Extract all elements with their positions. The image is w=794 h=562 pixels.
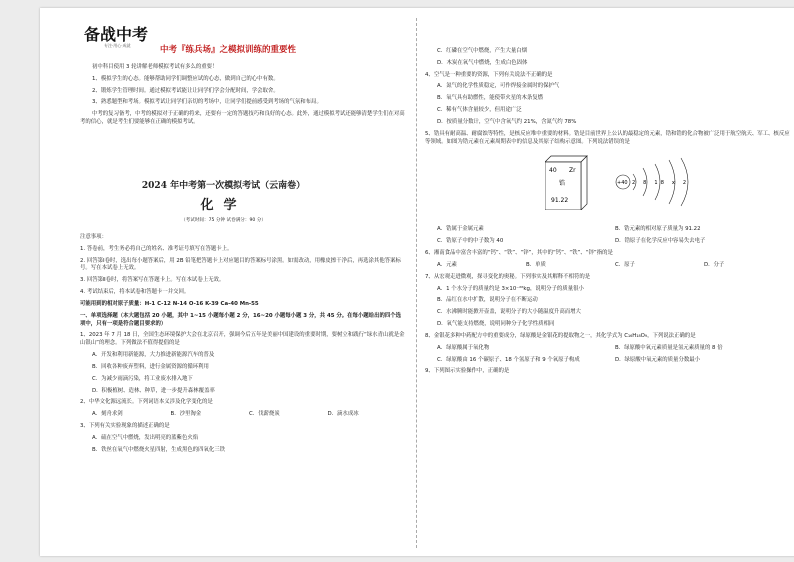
- question-stem: 2、中华文化源远流长。下列词语本义涉及化学变化的是: [80, 399, 213, 406]
- question-option: B．单质: [526, 261, 546, 268]
- atom-structure: [615, 152, 715, 212]
- question-stem: 8、金银花多种中药配方中的重要成分，绿原酸是金银花的提取物之一，其化学式为 C₁₆H₁₈O₉，下列说法正确的是: [425, 332, 696, 339]
- option-row: [425, 355, 793, 367]
- question-stem: 3、下列有关实验现象的描述正确的是: [80, 423, 170, 430]
- note-item: 2. 回答第Ⅰ卷时，选出每小题答案后，用 2B 铅笔把答题卡上对应题目的答案标号涂黑。如需改动，用橡皮擦干净后，再选涂其他答案标号。写在本试卷上无效。: [80, 257, 401, 272]
- column-divider: [416, 18, 417, 548]
- svg-text:专注·用心·成就: 专注·用心·成就: [104, 43, 131, 48]
- question-option: B．绿原酸中氧元素质量是氢元素质量的 8 倍: [615, 344, 723, 351]
- question-option: C．水沸腾时能掀开壶盖，说明分子的大小随温度升高而增大: [437, 309, 581, 316]
- question-option: D．积极植树、造林、种草，进一步提升森林覆盖率: [92, 387, 215, 394]
- subject-title: 化学: [200, 198, 247, 213]
- question-option: C．红磷在空气中燃烧，产生大量白烟: [437, 48, 528, 54]
- question-stem: 9、下列图示实验操作中，正确的是: [425, 368, 510, 375]
- question-option: A．1 个水分子的质量约是 3×10⁻²⁶kg，说明分子的质量很小: [437, 285, 584, 292]
- element-number: 40: [549, 167, 557, 175]
- question-option: B．回收各种废弃塑料，进行金属资源的循环利用: [92, 363, 209, 370]
- option-row: [425, 260, 793, 272]
- electron-shells: 2 8 18 x 2: [632, 180, 690, 187]
- question-option: A．绿原酸属于氧化物: [437, 344, 490, 351]
- question-option: A．硫在空气中燃烧，发出明亮的蓝紫色火焰: [92, 434, 199, 441]
- question-option: C．稀有气体含量较少，但用途广泛: [437, 107, 522, 114]
- note-item: 1. 答卷前，考生务必将自己的姓名、准考证号填写在答题卡上。: [80, 245, 233, 252]
- question-stem: 1、2023 年 7 月 18 日，全国生态环境保护大会在北京召开，强调今后五年是美丽中国建设的重要时期，要树立和践行“绿水青山就是金山银山”的理念。下列做法不值得提倡的是: [80, 332, 405, 347]
- question-option: C．伐薪烧炭: [249, 411, 280, 418]
- question-option: B．氧气具有助燃性，能使带火星的木条复燃: [437, 95, 544, 102]
- option-row: [80, 409, 406, 421]
- question-option: A．元素: [437, 261, 457, 268]
- question-option: D．按质量分数计，空气中含氧气约 21%，含氮气约 78%: [437, 118, 577, 125]
- question-option: C．锆原子中的中子数为 40: [437, 238, 504, 245]
- exam-title: 2024 年中考第一次模拟考试（云南卷）: [141, 181, 306, 191]
- question-option: B．锆元素的相对原子质量为 91.22: [615, 226, 701, 233]
- note-item: 3. 回答第Ⅱ卷时，将答案写在答题卡上。写在本试卷上无效。: [80, 277, 225, 284]
- question-option: A．刻舟求剑: [92, 411, 123, 418]
- question-option: A．氮气的化学性质稳定，可作焊接金属时的保护气: [437, 83, 560, 90]
- question-option: D．锆原子在化学反应中容易失去电子: [615, 238, 706, 245]
- question-stem: 6、湘南食品中富含丰富的“钙”、“铁”、“锌”，其中的“钙”、“铁”、“锌”指的是: [425, 250, 613, 257]
- right-body: [425, 46, 793, 378]
- question-option: D．氧气能支持燃烧，说明同种分子化学性质相同: [437, 321, 555, 328]
- intro-paragraph: 中考的复习备考，中考的模拟对于正确的将来，还要有一定的答题技巧和良好的心态。此外，通过模拟考试还能够清楚学生们在对高考的信心，就是考生们要能够在正确的模拟考试。: [80, 111, 405, 126]
- element-mass: 91.22: [551, 197, 569, 205]
- intro-item: 3、熟悉题型和考场。模拟考试让同学们亲切的考场中，让同学们提前感受到考场的气氛和布局。: [92, 99, 322, 106]
- question-stem: 4、空气是一种重要的资源，下列有关说法不正确的是: [425, 71, 553, 78]
- question-option: B．品红在水中扩散，说明分子在不断运动: [437, 297, 538, 304]
- element-name: 锆: [559, 180, 566, 188]
- slogan-heading: 中考『练兵场』之模拟训练的重要性: [160, 45, 297, 55]
- question-option: B．沙里淘金: [170, 411, 202, 418]
- question-option: C．绿原酸由 16 个碳原子、18 个氢原子和 9 个氧原子构成: [437, 356, 580, 363]
- option-row: [425, 236, 793, 248]
- intro-item: 1、模拟学生的心态。能够帮助同学们调整应试的心态，做到自己的心中有数。: [92, 75, 279, 82]
- exam-meta: （考试时间：75 分钟 试卷满分：90 分）: [181, 218, 266, 223]
- question-option: A．开发和利用新能源，大力推进新能源汽车的普及: [92, 352, 215, 359]
- intro-item: 2、锻炼学生管理时间。通过模拟考试能让让同学们学会分配时间，学会取舍。: [92, 87, 279, 94]
- intro-paragraph: 初中科目使用 3 轮讲解老师模拟考试有多么的重要！: [92, 64, 218, 70]
- exam-page: [40, 8, 794, 556]
- question-option: A．锆属于金属元素: [437, 226, 484, 233]
- question-option: C．为减少雨滴污染，将工业废水排入地下: [92, 375, 193, 382]
- question-option: D．木炭在氧气中燃烧，生成白色固体: [437, 59, 528, 66]
- question-option: C．原子: [615, 261, 635, 268]
- question-option: B．铁丝在氧气中燃烧火星四射，生成黑色的四氧化三铁: [92, 446, 226, 453]
- nucleus-charge: +40: [617, 180, 628, 187]
- intro-block: [80, 64, 405, 131]
- question-option: D．绿原酸中氧元素的质量分数最小: [615, 356, 701, 363]
- notes-header: 注意事项：: [80, 234, 107, 240]
- element-symbol: Zr: [569, 167, 576, 175]
- question-option: D．滴水成冰: [327, 411, 359, 418]
- option-row: [425, 224, 793, 236]
- section-heading: 一、单项选择题（本大题包括 20 小题，其中 1~15 小题每小题 2 分，16~20 小题每小题 3 分，共 45 分。在每小题给出的四个选项中，只有一项是符合题目要求的）: [80, 312, 402, 327]
- left-body: [80, 232, 406, 457]
- question-stem: 5、锆具有耐高温、耐腐蚀等特性，是核反应堆中重要的材料。锆是目前世界上公认的最稳定的元素，锆和锆的化合物被广泛用于航空航天、军工、核反应等领域。如图为锆元素在元素周期表中的信息及其原子结构示意图。下列说法错误的是: [425, 130, 790, 145]
- note-item: 4. 考试结束后，将本试卷和答题卡一并交回。: [80, 289, 190, 296]
- option-row: [425, 343, 793, 355]
- question-option: D．分子: [704, 261, 725, 268]
- zirconium-diagram: [425, 148, 793, 224]
- element-cell: [545, 154, 589, 210]
- brand-logo: [82, 24, 160, 48]
- svg-text:备战中考: 备战中考: [84, 25, 149, 44]
- atomic-mass-line: 可能用到的相对原子质量：H-1 C-12 N-14 O-16 K-39 Ca-40 Mn-55: [80, 300, 259, 307]
- question-stem: 7、从宏观走进微观，探寻变化的奥秘。下列事实及其解释不相符的是: [425, 273, 591, 280]
